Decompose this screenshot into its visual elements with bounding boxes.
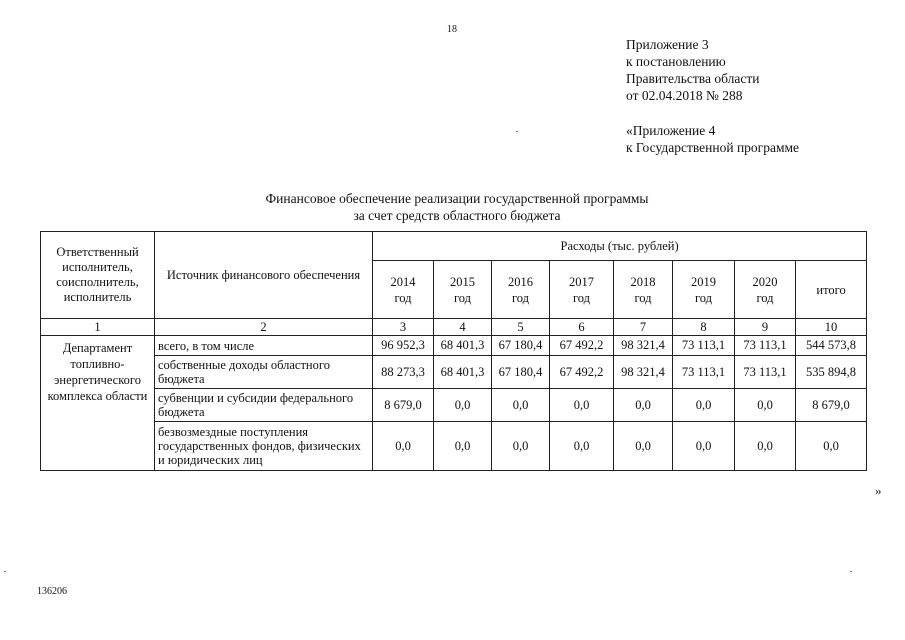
source-cell: собственные доходы областного бюджета bbox=[155, 356, 373, 389]
value-cell: 68 401,3 bbox=[434, 356, 492, 389]
value-cell: 0,0 bbox=[673, 422, 735, 471]
value-cell: 8 679,0 bbox=[796, 389, 867, 422]
header-year-2019: 2019 год bbox=[673, 261, 735, 319]
title-line: за счет средств областного бюджета bbox=[353, 208, 561, 223]
value-cell: 0,0 bbox=[673, 389, 735, 422]
financing-table bbox=[40, 231, 867, 471]
title-line: Финансовое обеспечение реализации государственной программы bbox=[265, 191, 649, 206]
header-source: Источник финансового обеспечения bbox=[155, 232, 373, 319]
value-cell: 0,0 bbox=[614, 422, 673, 471]
scan-speck bbox=[850, 571, 852, 572]
column-number: 7 bbox=[614, 319, 673, 336]
source-cell: всего, в том числе bbox=[155, 336, 373, 356]
source-cell: субвенции и субсидии федерального бюджета bbox=[155, 389, 373, 422]
column-number: 8 bbox=[673, 319, 735, 336]
value-cell: 73 113,1 bbox=[735, 356, 796, 389]
value-cell: 0,0 bbox=[434, 422, 492, 471]
value-cell: 8 679,0 bbox=[373, 389, 434, 422]
column-number: 4 bbox=[434, 319, 492, 336]
table-row bbox=[41, 389, 867, 422]
value-cell: 535 894,8 bbox=[796, 356, 867, 389]
header-year-2015: 2015 год bbox=[434, 261, 492, 319]
appendix-gap bbox=[626, 104, 799, 122]
value-cell: 98 321,4 bbox=[614, 336, 673, 356]
column-number: 9 bbox=[735, 319, 796, 336]
scan-speck bbox=[4, 571, 6, 572]
value-cell: 0,0 bbox=[735, 422, 796, 471]
column-number: 2 bbox=[155, 319, 373, 336]
header-year-2014: 2014 год bbox=[373, 261, 434, 319]
value-cell: 88 273,3 bbox=[373, 356, 434, 389]
header-year-2020: 2020 год bbox=[735, 261, 796, 319]
value-cell: 544 573,8 bbox=[796, 336, 867, 356]
value-cell: 73 113,1 bbox=[735, 336, 796, 356]
header-year-2016: 2016 год bbox=[492, 261, 550, 319]
appendix-line: к постановлению bbox=[626, 54, 726, 69]
value-cell: 0,0 bbox=[796, 422, 867, 471]
value-cell: 68 401,3 bbox=[434, 336, 492, 356]
value-cell: 67 180,4 bbox=[492, 356, 550, 389]
closing-quote: » bbox=[875, 483, 882, 498]
source-cell: безвозмездные поступления государственных фондов, физических и юридических лиц bbox=[155, 422, 373, 471]
table-row bbox=[41, 356, 867, 389]
value-cell: 0,0 bbox=[373, 422, 434, 471]
header-year-2017: 2017 год bbox=[550, 261, 614, 319]
table-row bbox=[41, 422, 867, 471]
page-number: 18 bbox=[447, 24, 457, 35]
column-number: 3 bbox=[373, 319, 434, 336]
document-title bbox=[180, 190, 734, 224]
value-cell: 67 180,4 bbox=[492, 336, 550, 356]
header-total: итого bbox=[796, 261, 867, 319]
value-cell: 0,0 bbox=[614, 389, 673, 422]
appendix-line: Приложение 3 bbox=[626, 37, 709, 52]
value-cell: 67 492,2 bbox=[550, 336, 614, 356]
value-cell: 96 952,3 bbox=[373, 336, 434, 356]
column-number: 1 bbox=[41, 319, 155, 336]
appendix-line: Правительства области bbox=[626, 71, 760, 86]
value-cell: 0,0 bbox=[550, 389, 614, 422]
value-cell: 98 321,4 bbox=[614, 356, 673, 389]
column-number: 6 bbox=[550, 319, 614, 336]
header-year-2018: 2018 год bbox=[614, 261, 673, 319]
appendix-block bbox=[626, 36, 799, 156]
value-cell: 67 492,2 bbox=[550, 356, 614, 389]
appendix-line: «Приложение 4 bbox=[626, 123, 716, 138]
value-cell: 0,0 bbox=[492, 389, 550, 422]
appendix-line: к Государственной программе bbox=[626, 140, 800, 155]
value-cell: 73 113,1 bbox=[673, 356, 735, 389]
column-number: 5 bbox=[492, 319, 550, 336]
appendix-line: от 02.04.2018 № 288 bbox=[626, 88, 743, 103]
value-cell: 0,0 bbox=[735, 389, 796, 422]
executor-cell: Департамент топливно-энергетического комплекса области bbox=[41, 336, 155, 471]
header-expenses: Расходы (тыс. рублей) bbox=[373, 232, 867, 261]
header-executor: Ответственный исполнитель, соисполнитель, исполнитель bbox=[41, 232, 155, 319]
value-cell: 0,0 bbox=[492, 422, 550, 471]
column-number: 10 bbox=[796, 319, 867, 336]
value-cell: 0,0 bbox=[434, 389, 492, 422]
value-cell: 0,0 bbox=[550, 422, 614, 471]
table-row bbox=[41, 336, 867, 356]
value-cell: 73 113,1 bbox=[673, 336, 735, 356]
document-code: 136206 bbox=[37, 586, 67, 597]
scan-speck bbox=[516, 131, 518, 132]
